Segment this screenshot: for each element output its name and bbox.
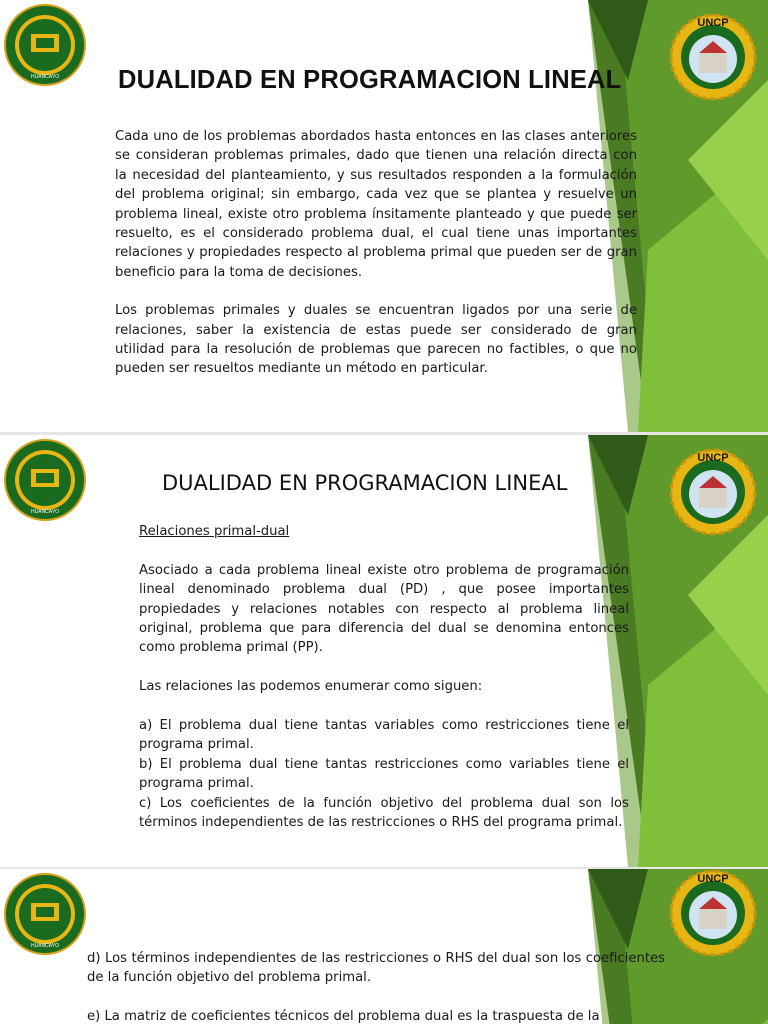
seal-bottom-text: HUANCAYO xyxy=(31,74,59,80)
slide-1 xyxy=(0,0,768,432)
seal-bottom-text: HUANCAYO xyxy=(31,509,59,515)
paragraph: Asociado a cada problema lineal existe otro problema de programación lineal denominado problema dual (PD) , que posee importantes propiedades y relaciones notables con respecto al problema lineal original, problema que para diferencia del dual se denomina entonces como problema primal (PP). xyxy=(139,562,629,656)
slide-title: DUALIDAD EN PROGRAMACION LINEAL xyxy=(118,66,622,94)
list-item: e) La matriz de coeficientes técnicos del problema dual es la traspuesta de la xyxy=(87,1009,600,1024)
list-item: d) Los términos independientes de las restricciones o RHS del dual son los coeficientes de la función objetivo del problema primal. xyxy=(87,951,665,986)
uncp-text: UNCP xyxy=(697,873,729,885)
faculty-gear-logo xyxy=(669,869,757,957)
list-item: c) Los coeficientes de la función objetivo del problema dual son los términos independientes de las restricciones o RHS del programa primal. xyxy=(139,795,629,831)
paragraph: Las relaciones las podemos enumerar como siguen: xyxy=(139,679,483,695)
seal-bottom-text: HUANCAYO xyxy=(31,943,59,949)
section-subtitle: Relaciones primal-dual xyxy=(139,524,290,539)
faculty-gear-logo xyxy=(669,13,757,101)
slide-3 xyxy=(0,869,768,1024)
uncp-text: UNCP xyxy=(697,17,729,29)
paragraph: Los problemas primales y duales se encuentran ligados por una serie de relaciones, saber la existencia de estas puede ser considerado de gran utilidad para la resolución de problemas que parecen no factibles, o que no pueden ser resueltos mediante un método en particular. xyxy=(115,303,637,377)
slide-body xyxy=(87,949,665,1024)
list-item: a) El problema dual tiene tantas variables como restricciones tiene el programa primal. xyxy=(139,718,629,753)
faculty-gear-logo xyxy=(669,448,757,536)
slide-title: DUALIDAD EN PROGRAMACION LINEAL xyxy=(162,471,568,495)
uncp-text: UNCP xyxy=(697,452,729,464)
university-seal-logo xyxy=(4,4,86,86)
slide-body xyxy=(139,522,629,832)
university-seal-logo xyxy=(4,439,86,521)
slide-2 xyxy=(0,435,768,867)
university-seal-logo xyxy=(4,873,86,955)
list-item: b) El problema dual tiene tantas restricciones como variables tiene el programa primal. xyxy=(139,756,629,792)
slide-body xyxy=(115,127,637,379)
paragraph: Cada uno de los problemas abordados hasta entonces en las clases anteriores se consideran problemas primales, dado que tienen una relación directa con la necesidad del planteamiento, y sus resultados responden a la formulación del problema original; sin embargo, cada vez que se plantea y resuelve un problema lineal, existe otro problema ínsitamente planteado y que puede ser resuelto, es el considerado problema dual, el cual tiene unas importantes relaciones y propiedades respecto al problema primal que pueden ser de gran beneficio para la toma de decisiones. xyxy=(115,129,637,280)
